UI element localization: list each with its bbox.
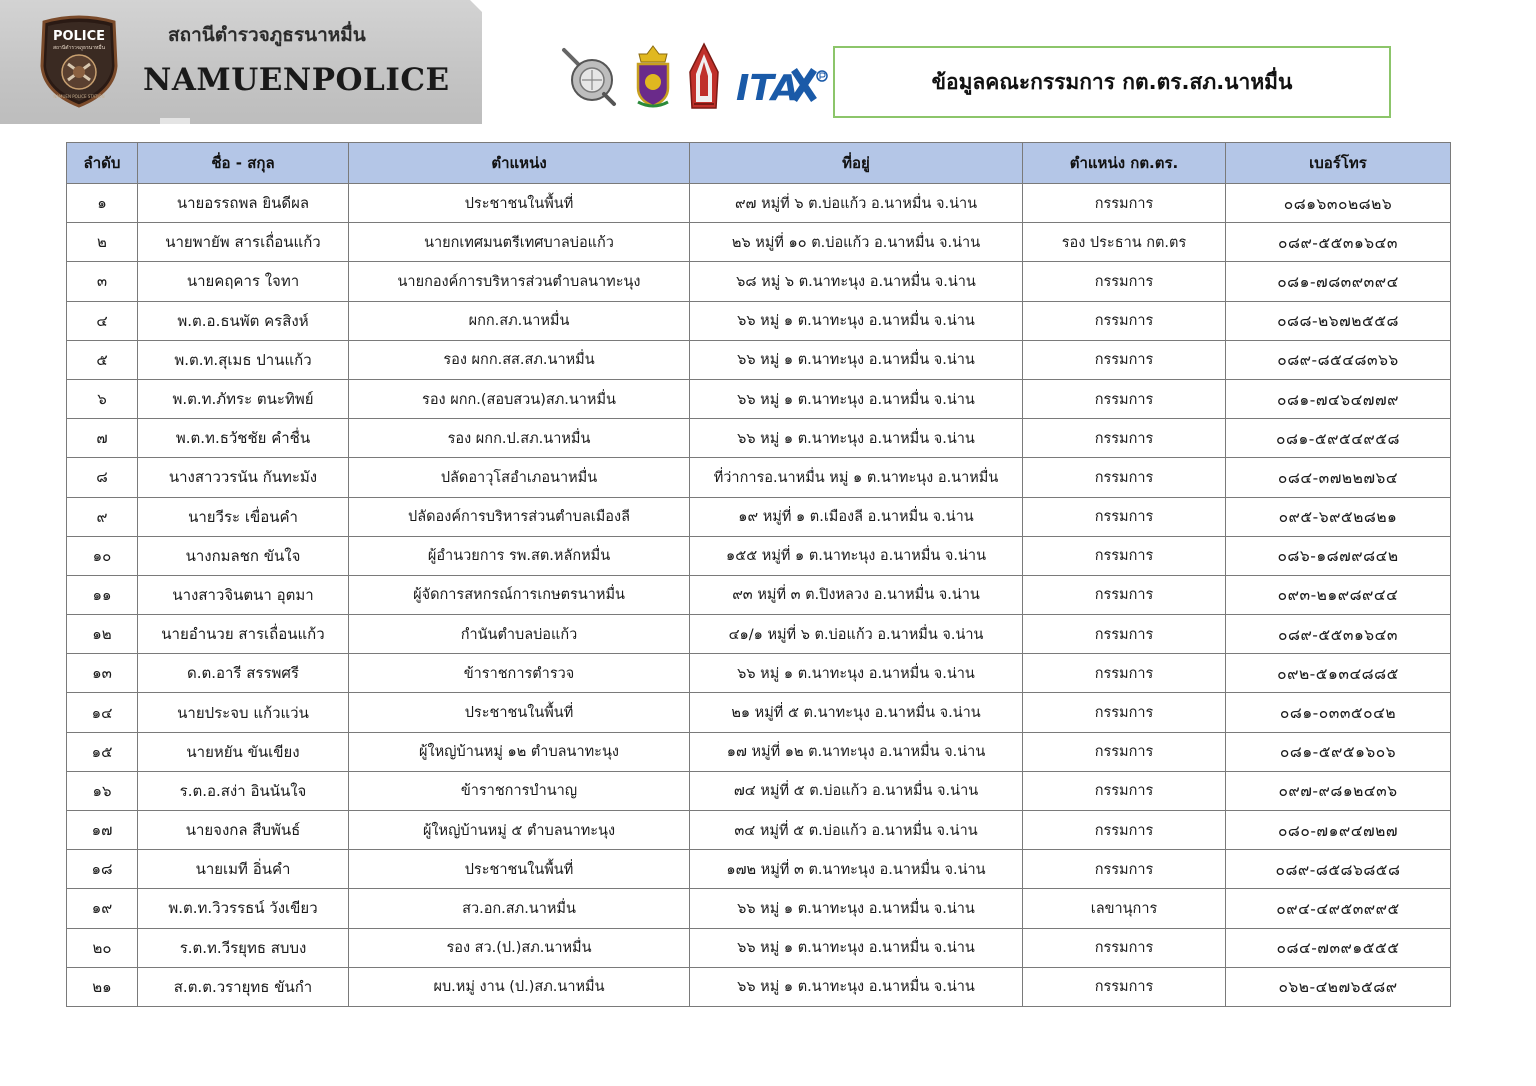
cell-phone: ๐๘๑-๕๙๕๔๙๕๘	[1226, 419, 1451, 458]
page-title-box	[833, 46, 1391, 118]
cell-position: ผกก.สภ.นาหมื่น	[349, 301, 690, 340]
table-row	[67, 419, 1451, 458]
cell-no: ๒๐	[67, 928, 138, 967]
cell-address: ๑๗ หมู่ที่ ๑๒ ต.นาทะนุง อ.นาหมื่น จ.น่าน	[690, 732, 1023, 771]
cell-position: สว.อก.สภ.นาหมื่น	[349, 889, 690, 928]
cell-committee-role: กรรมการ	[1023, 732, 1226, 771]
cell-address: ๑๕๕ หมู่ที่ ๑ ต.นาทะนุง อ.นาหมื่น จ.น่าน	[690, 536, 1023, 575]
page-title: ข้อมูลคณะกรรมการ กต.ตร.สภ.นาหมื่น	[931, 69, 1293, 94]
cell-name: นายอำนวย สารเถื่อนแก้ว	[138, 615, 349, 654]
cell-address: ๗๔ หมู่ที่ ๕ ต.บ่อแก้ว อ.นาหมื่น จ.น่าน	[690, 771, 1023, 810]
cell-position: นายกเทศมนตรีเทศบาลบ่อแก้ว	[349, 223, 690, 262]
cell-position: ผู้อำนวยการ รพ.สต.หลักหมื่น	[349, 536, 690, 575]
cell-address: ๖๖ หมู่ ๑ ต.นาทะนุง อ.นาหมื่น จ.น่าน	[690, 928, 1023, 967]
column-header-committee-role: ตำแหน่ง กต.ตร.	[1023, 143, 1226, 184]
cell-address: ๙๓ หมู่ที่ ๓ ต.ปิงหลวง อ.นาหมื่น จ.น่าน	[690, 575, 1023, 614]
committee-table	[66, 142, 1451, 1007]
cell-position: ผู้ใหญ่บ้านหมู่ ๕ ตำบลนาทะนุง	[349, 811, 690, 850]
cell-no: ๘	[67, 458, 138, 497]
column-header-name: ชื่อ - สกุล	[138, 143, 349, 184]
cell-phone: ๐๘๙-๕๕๓๑๖๔๓	[1226, 223, 1451, 262]
cell-position: นายกองค์การบริหารส่วนตำบลนาทะนุง	[349, 262, 690, 301]
cell-phone: ๐๙๒-๕๑๓๔๘๘๕	[1226, 654, 1451, 693]
table-body	[67, 184, 1451, 1007]
column-header-address: ที่อยู่	[690, 143, 1023, 184]
cell-committee-role: เลขานุการ	[1023, 889, 1226, 928]
table-row	[67, 458, 1451, 497]
cell-position: ปลัดองค์การบริหารส่วนตำบลเมืองลี	[349, 497, 690, 536]
cell-position: ประชาชนในพื้นที่	[349, 184, 690, 223]
cell-committee-role: กรรมการ	[1023, 654, 1226, 693]
cell-position: ผบ.หมู่ งาน (ป.)สภ.นาหมื่น	[349, 967, 690, 1006]
cell-no: ๔	[67, 301, 138, 340]
cell-committee-role: กรรมการ	[1023, 693, 1226, 732]
cell-address: ๙๗ หมู่ที่ ๖ ต.บ่อแก้ว อ.นาหมื่น จ.น่าน	[690, 184, 1023, 223]
cell-no: ๕	[67, 340, 138, 379]
cell-position: ประชาชนในพื้นที่	[349, 850, 690, 889]
cell-address: ๒๖ หมู่ที่ ๑๐ ต.บ่อแก้ว อ.นาหมื่น จ.น่าน	[690, 223, 1023, 262]
itax-logo-icon	[734, 62, 828, 108]
cell-address: ๑๗๒ หมู่ที่ ๓ ต.นาทะนุง อ.นาหมื่น จ.น่าน	[690, 850, 1023, 889]
partner-logos	[558, 42, 828, 112]
table-row	[67, 771, 1451, 810]
cell-name: พ.ต.ท.ธวัชชัย คำชื่น	[138, 419, 349, 458]
cell-position: รอง ผกก.สส.สภ.นาหมื่น	[349, 340, 690, 379]
cell-no: ๑๘	[67, 850, 138, 889]
badge-subtext: สถานีตำรวจภูธรนาหมื่น	[52, 45, 106, 51]
cell-committee-role: กรรมการ	[1023, 575, 1226, 614]
cell-address: ๖๖ หมู่ ๑ ต.นาทะนุง อ.นาหมื่น จ.น่าน	[690, 654, 1023, 693]
cell-address: ๖๖ หมู่ ๑ ต.นาทะนุง อ.นาหมื่น จ.น่าน	[690, 419, 1023, 458]
cell-name: ร.ต.อ.สง่า อินนันใจ	[138, 771, 349, 810]
cell-phone: ๐๘๑๖๓๐๒๘๒๖	[1226, 184, 1451, 223]
cell-phone: ๐๖๒-๔๒๗๖๕๘๙	[1226, 967, 1451, 1006]
cell-no: ๒๑	[67, 967, 138, 1006]
cell-position: ประชาชนในพื้นที่	[349, 693, 690, 732]
cell-name: นายเมที อิ่นคำ	[138, 850, 349, 889]
table-row	[67, 497, 1451, 536]
cell-no: ๑๖	[67, 771, 138, 810]
cell-phone: ๐๙๓-๒๑๙๘๙๔๔	[1226, 575, 1451, 614]
cell-no: ๑๐	[67, 536, 138, 575]
cell-phone: ๐๘๖-๑๘๗๙๘๔๒	[1226, 536, 1451, 575]
cell-position: ข้าราชการตำรวจ	[349, 654, 690, 693]
table-row	[67, 301, 1451, 340]
cell-committee-role: กรรมการ	[1023, 928, 1226, 967]
cell-address: ๔๑/๑ หมู่ที่ ๖ ต.บ่อแก้ว อ.นาหมื่น จ.น่าน	[690, 615, 1023, 654]
cell-position: ผู้จัดการสหกรณ์การเกษตรนาหมื่น	[349, 575, 690, 614]
cell-no: ๑๙	[67, 889, 138, 928]
cell-position: รอง ผกก.(สอบสวน)สภ.นาหมื่น	[349, 379, 690, 418]
cell-committee-role: รอง ประธาน กต.ตร	[1023, 223, 1226, 262]
cell-name: พ.ต.ท.ภัทระ ตนะทิพย์	[138, 379, 349, 418]
cell-phone: ๐๙๔-๔๙๕๓๙๙๕	[1226, 889, 1451, 928]
cell-no: ๒	[67, 223, 138, 262]
cell-address: ๖๖ หมู่ ๑ ต.นาทะนุง อ.นาหมื่น จ.น่าน	[690, 967, 1023, 1006]
cell-committee-role: กรรมการ	[1023, 458, 1226, 497]
cell-phone: ๐๘๑-๗๔๖๔๗๗๙	[1226, 379, 1451, 418]
cell-no: ๑๔	[67, 693, 138, 732]
column-header-no: ลำดับ	[67, 143, 138, 184]
cell-phone: ๐๘๙-๘๕๘๖๘๕๘	[1226, 850, 1451, 889]
cell-address: ๓๔ หมู่ที่ ๕ ต.บ่อแก้ว อ.นาหมื่น จ.น่าน	[690, 811, 1023, 850]
table-row	[67, 732, 1451, 771]
cell-phone: ๐๙๕-๖๙๕๒๘๒๑	[1226, 497, 1451, 536]
table-row	[67, 811, 1451, 850]
cell-committee-role: กรรมการ	[1023, 340, 1226, 379]
badge-footer: NAMUEN POLICE STATION	[53, 94, 105, 99]
cell-address: ๒๑ หมู่ที่ ๕ ต.นาทะนุง อ.นาหมื่น จ.น่าน	[690, 693, 1023, 732]
table-header-row	[67, 143, 1451, 184]
cell-name: พ.ต.ท.สุเมธ ปานแก้ว	[138, 340, 349, 379]
cell-committee-role: กรรมการ	[1023, 419, 1226, 458]
cell-position: รอง สว.(ป.)สภ.นาหมื่น	[349, 928, 690, 967]
table-row	[67, 262, 1451, 301]
cell-name: นางสาวจินตนา อุตมา	[138, 575, 349, 614]
station-name-english: NAMUENPOLICE	[143, 62, 450, 98]
cell-name: นายจงกล สืบพันธ์	[138, 811, 349, 850]
cell-committee-role: กรรมการ	[1023, 536, 1226, 575]
temple-emblem-icon	[686, 42, 722, 110]
cell-phone: ๐๘๔-๓๗๒๒๗๖๔	[1226, 458, 1451, 497]
cell-name: นางกมลชก ขันใจ	[138, 536, 349, 575]
cell-committee-role: กรรมการ	[1023, 811, 1226, 850]
cell-committee-role: กรรมการ	[1023, 262, 1226, 301]
cell-name: นายหยัน ขันเขียง	[138, 732, 349, 771]
cell-position: รอง ผกก.ป.สภ.นาหมื่น	[349, 419, 690, 458]
table-row	[67, 850, 1451, 889]
table-row	[67, 967, 1451, 1006]
cell-name: นายพายัพ สารเถื่อนแก้ว	[138, 223, 349, 262]
cell-no: ๑๕	[67, 732, 138, 771]
cell-address: ๑๙ หมู่ที่ ๑ ต.เมืองลี อ.นาหมื่น จ.น่าน	[690, 497, 1023, 536]
cell-phone: ๐๘๑-๐๓๓๕๐๔๒	[1226, 693, 1451, 732]
cell-name: ร.ต.ท.วีรยุทธ สบบง	[138, 928, 349, 967]
cell-committee-role: กรรมการ	[1023, 967, 1226, 1006]
cell-position: ข้าราชการบำนาญ	[349, 771, 690, 810]
cell-name: นายวีระ เขื่อนคำ	[138, 497, 349, 536]
table-row	[67, 575, 1451, 614]
table-row	[67, 889, 1451, 928]
table-row	[67, 615, 1451, 654]
cell-committee-role: กรรมการ	[1023, 771, 1226, 810]
cell-address: ๖๖ หมู่ ๑ ต.นาทะนุง อ.นาหมื่น จ.น่าน	[690, 379, 1023, 418]
cell-committee-role: กรรมการ	[1023, 184, 1226, 223]
cell-no: ๑๒	[67, 615, 138, 654]
table-row	[67, 223, 1451, 262]
cell-position: ผู้ใหญ่บ้านหมู่ ๑๒ ตำบลนาทะนุง	[349, 732, 690, 771]
table-row	[67, 536, 1451, 575]
column-header-phone: เบอร์โทร	[1226, 143, 1451, 184]
cell-phone: ๐๘๙-๕๕๓๑๖๔๓	[1226, 615, 1451, 654]
cell-committee-role: กรรมการ	[1023, 301, 1226, 340]
table-row	[67, 693, 1451, 732]
cell-name: ด.ต.อารี สรรพศรี	[138, 654, 349, 693]
cell-phone: ๐๘๑-๗๘๓๙๓๙๔	[1226, 262, 1451, 301]
cell-committee-role: กรรมการ	[1023, 850, 1226, 889]
cell-position: กำนันตำบลบ่อแก้ว	[349, 615, 690, 654]
cell-phone: ๐๘๑-๕๙๕๑๖๐๖	[1226, 732, 1451, 771]
cell-phone: ๐๘๘-๒๖๗๒๕๕๘	[1226, 301, 1451, 340]
cell-name: นายประจบ แก้วแว่น	[138, 693, 349, 732]
cell-no: ๗	[67, 419, 138, 458]
police-badge-icon	[38, 14, 120, 108]
cell-address: ๖๖ หมู่ ๑ ต.นาทะนุง อ.นาหมื่น จ.น่าน	[690, 889, 1023, 928]
cell-name: นางสาววรนัน กันทะมัง	[138, 458, 349, 497]
cell-phone: ๐๘๙-๘๕๔๘๓๖๖	[1226, 340, 1451, 379]
table-row	[67, 340, 1451, 379]
cell-no: ๑	[67, 184, 138, 223]
cell-no: ๓	[67, 262, 138, 301]
badge-text: POLICE	[52, 29, 106, 44]
itax-text: ITA	[736, 68, 800, 108]
shield-sword-emblem-icon	[560, 46, 618, 108]
crest-emblem-icon	[632, 44, 674, 110]
cell-no: ๑๗	[67, 811, 138, 850]
cell-position: ปลัดอาวุโสอำเภอนาหมื่น	[349, 458, 690, 497]
cell-name: นายคฤคาร ใจทา	[138, 262, 349, 301]
table-row	[67, 654, 1451, 693]
cell-address: ที่ว่าการอ.นาหมื่น หมู่ ๑ ต.นาทะนุง อ.นาหมื่น	[690, 458, 1023, 497]
cell-no: ๑๑	[67, 575, 138, 614]
column-header-position: ตำแหน่ง	[349, 143, 690, 184]
cell-phone: ๐๙๗-๙๘๑๒๔๓๖	[1226, 771, 1451, 810]
cell-address: ๖๖ หมู่ ๑ ต.นาทะนุง อ.นาหมื่น จ.น่าน	[690, 301, 1023, 340]
cell-address: ๖๘ หมู่ ๖ ต.นาทะนุง อ.นาหมื่น จ.น่าน	[690, 262, 1023, 301]
cell-address: ๖๖ หมู่ ๑ ต.นาทะนุง อ.นาหมื่น จ.น่าน	[690, 340, 1023, 379]
cell-name: ส.ต.ต.วรายุทธ ขันกำ	[138, 967, 349, 1006]
cell-name: พ.ต.อ.ธนพัต ครสิงห์	[138, 301, 349, 340]
table-row	[67, 928, 1451, 967]
cell-phone: ๐๘๐-๗๑๙๔๗๒๗	[1226, 811, 1451, 850]
cell-committee-role: กรรมการ	[1023, 615, 1226, 654]
cell-no: ๖	[67, 379, 138, 418]
cell-name: พ.ต.ท.วิวรรธน์ วังเขียว	[138, 889, 349, 928]
table-row	[67, 379, 1451, 418]
cell-committee-role: กรรมการ	[1023, 497, 1226, 536]
station-name-thai: สถานีตำรวจภูธรนาหมื่น	[168, 24, 366, 46]
table-row	[67, 184, 1451, 223]
cell-name: นายอรรถพล ยินดีผล	[138, 184, 349, 223]
cell-no: ๑๓	[67, 654, 138, 693]
cell-phone: ๐๘๔-๗๓๙๑๕๕๕	[1226, 928, 1451, 967]
cell-no: ๙	[67, 497, 138, 536]
cell-committee-role: กรรมการ	[1023, 379, 1226, 418]
